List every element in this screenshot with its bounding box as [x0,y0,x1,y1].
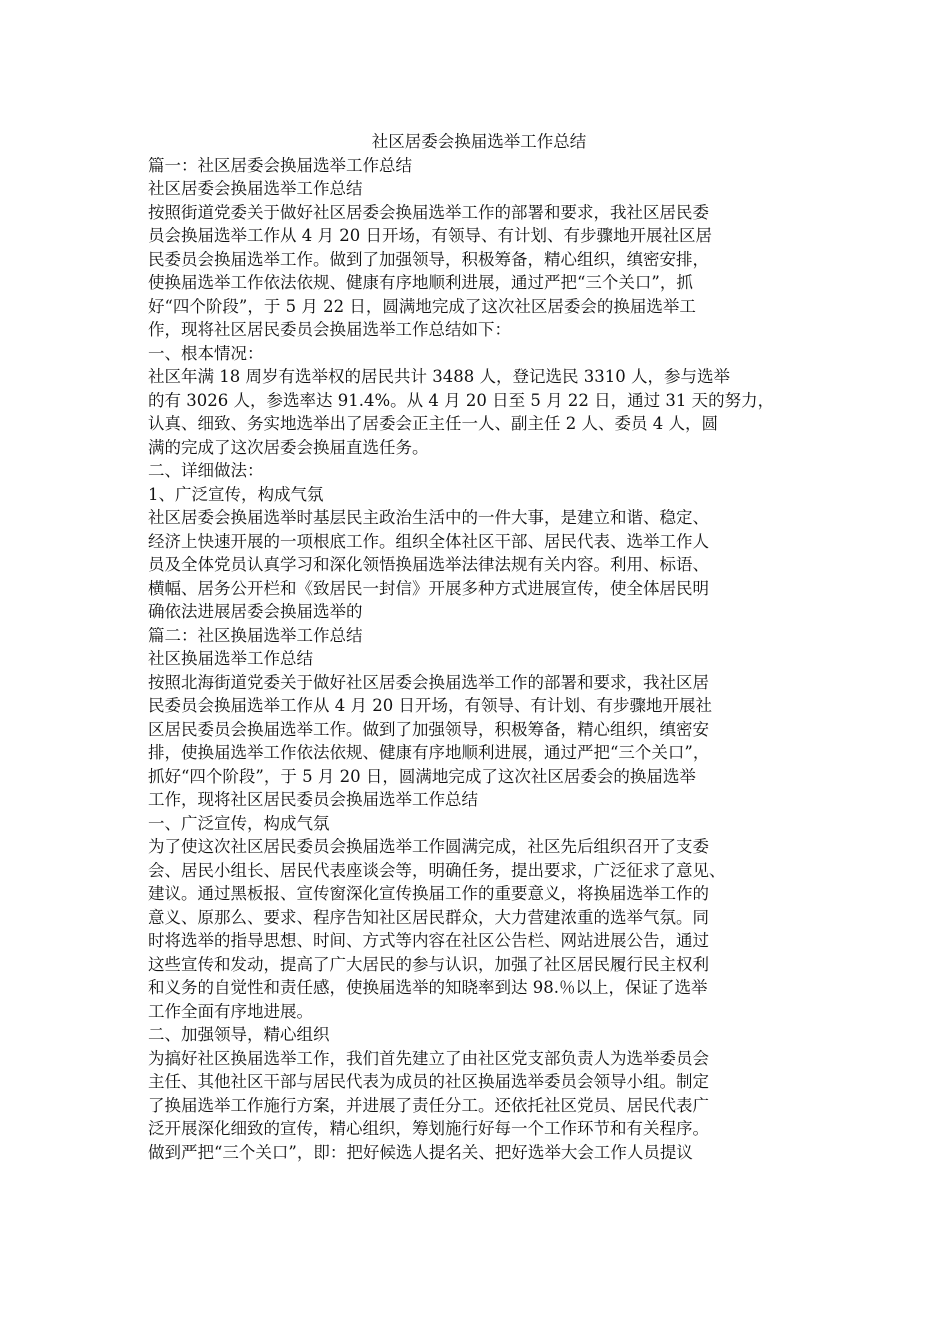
text-line: 为搞好社区换届选举工作，我们首先建立了由社区党支部负责人为选举委员会 [148,1048,709,1068]
text-line: 一、广泛宣传，构成气氛 [148,813,330,833]
text-line: 为了使这次社区居民委员会换届选举工作圆满完成，社区先后组织召开了支委 [148,837,709,856]
text-line: 抓好“四个阶段”，于 5 月 20 日，圆满地完成了这次社区居委会的换届选举 [148,766,696,786]
text-line: 这些宣传和发动，提高了广大居民的参与认识，加强了社区居民履行民主权利 [148,954,709,974]
text-line: 二、详细做法： [148,461,264,480]
text-line: 篇二：社区换届选举工作总结 [148,625,363,645]
text-line: 社区换届选举工作总结 [148,649,313,668]
text-line: 社区年满 18 周岁有选举权的居民共计 3488 人，登记选民 3310 人，参与选举 [148,367,730,386]
text-line: 时将选举的指导思想、时间、方式等内容在社区公告栏、网站进展公告，通过 [148,931,709,950]
text-line: 员及全体党员认真学习和深化领悟换届选举法律法规有关内容。利用、标语、 [148,555,709,574]
text-line: 一、根本情况： [148,343,264,363]
text-line: 工作，现将社区居民委员会换届选举工作总结 [148,790,478,809]
text-line: 满的完成了这次居委会换届直选任务。 [148,437,429,457]
text-line: 1、广泛宣传，构成气氛 [148,484,324,504]
text-line: 社区居委会换届选举工作总结 [148,179,363,198]
text-line: 了换届选举工作施行方案，并进展了责任分工。还依托社区党员、居民代表广 [148,1095,709,1115]
text-line: 区居民委员会换届选举工作。做到了加强领导，积极筹备，精心组织，缜密安 [148,719,709,739]
text-line: 社区居委会换届选举时基层民主政治生活中的一件大事，是建立和谐、稳定、 [148,508,709,527]
text-line: 经济上快速开展的一项根底工作。组织全体社区干部、居民代表、选举工作人 [148,531,709,551]
text-line: 民委员会换届选举工作从 4 月 20 日开场，有领导、有计划、有步骤地开展社 [148,696,712,715]
text-line: 好“四个阶段”，于 5 月 22 日，圆满地完成了这次社区居委会的换届选举工 [148,296,696,316]
text-line: 会、居民小组长、居民代表座谈会等，明确任务，提出要求，广泛征求了意见、 [148,860,726,880]
text-line: 和义务的自觉性和责任感，使换届选举的知晓率到达 98.％以上，保证了选举 [148,978,708,997]
text-line: 泛开展深化细致的宣传，精心组织，筹划施行好每一个工作环节和有关程序。 [148,1119,709,1138]
text-line: 使换届选举工作依法依规、健康有序地顺利进展，通过严把“三个关口”，抓 [148,273,693,292]
text-line: 员会换届选举工作从 4 月 20 日开场，有领导、有计划、有步骤地开展社区居 [148,226,712,245]
document-page [148,130,810,1164]
text-line: 作，现将社区居民委员会换届选举工作总结如下： [148,320,511,339]
text-line: 篇一：社区居委会换届选举工作总结 [148,155,412,175]
document-title: 社区居委会换届选举工作总结 [371,132,587,151]
text-line: 意义、原那么、要求、程序告知社区居民群众，大力营建浓重的选举气氛。同 [148,907,709,927]
text-line: 按照街道党委关于做好社区居委会换届选举工作的部署和要求，我社区居民委 [148,202,709,222]
text-line: 排，使换届选举工作依法依规、健康有序地顺利进展，通过严把“三个关口”， [148,743,710,762]
text-line: 认真、细致、务实地选举出了居委会正主任一人、副主任 2 人、委员 4 人，圆 [148,414,718,433]
document-body [148,154,810,1165]
text-line: 按照北海街道党委关于做好社区居委会换届选举工作的部署和要求，我社区居 [148,672,709,692]
text-line: 民委员会换届选举工作。做到了加强领导，积极筹备，精心组织，缜密安排， [148,249,709,269]
text-line: 主任、其他社区干部与居民代表为成员的社区换届选举委员会领导小组。制定 [148,1072,709,1091]
text-line: 确依法进展居委会换届选举的 [148,602,363,621]
text-line: 建议。通过黑板报、宣传窗深化宣传换届工作的重要意义，将换届选举工作的 [148,884,709,903]
text-line: 横幅、居务公开栏和《致居民一封信》开展多种方式进展宣传，使全体居民明 [148,578,709,598]
text-line: 的有 3026 人，参选率达 91.4%。从 4 月 20 日至 5 月 22 日，通过 31 天的努力， [148,390,775,410]
text-line: 工作全面有序地进展。 [148,1001,313,1021]
text-line: 做到严把“三个关口”，即：把好候选人提名关、把好选举大会工作人员提议 [148,1142,693,1162]
text-line: 二、加强领导，精心组织 [148,1025,330,1044]
